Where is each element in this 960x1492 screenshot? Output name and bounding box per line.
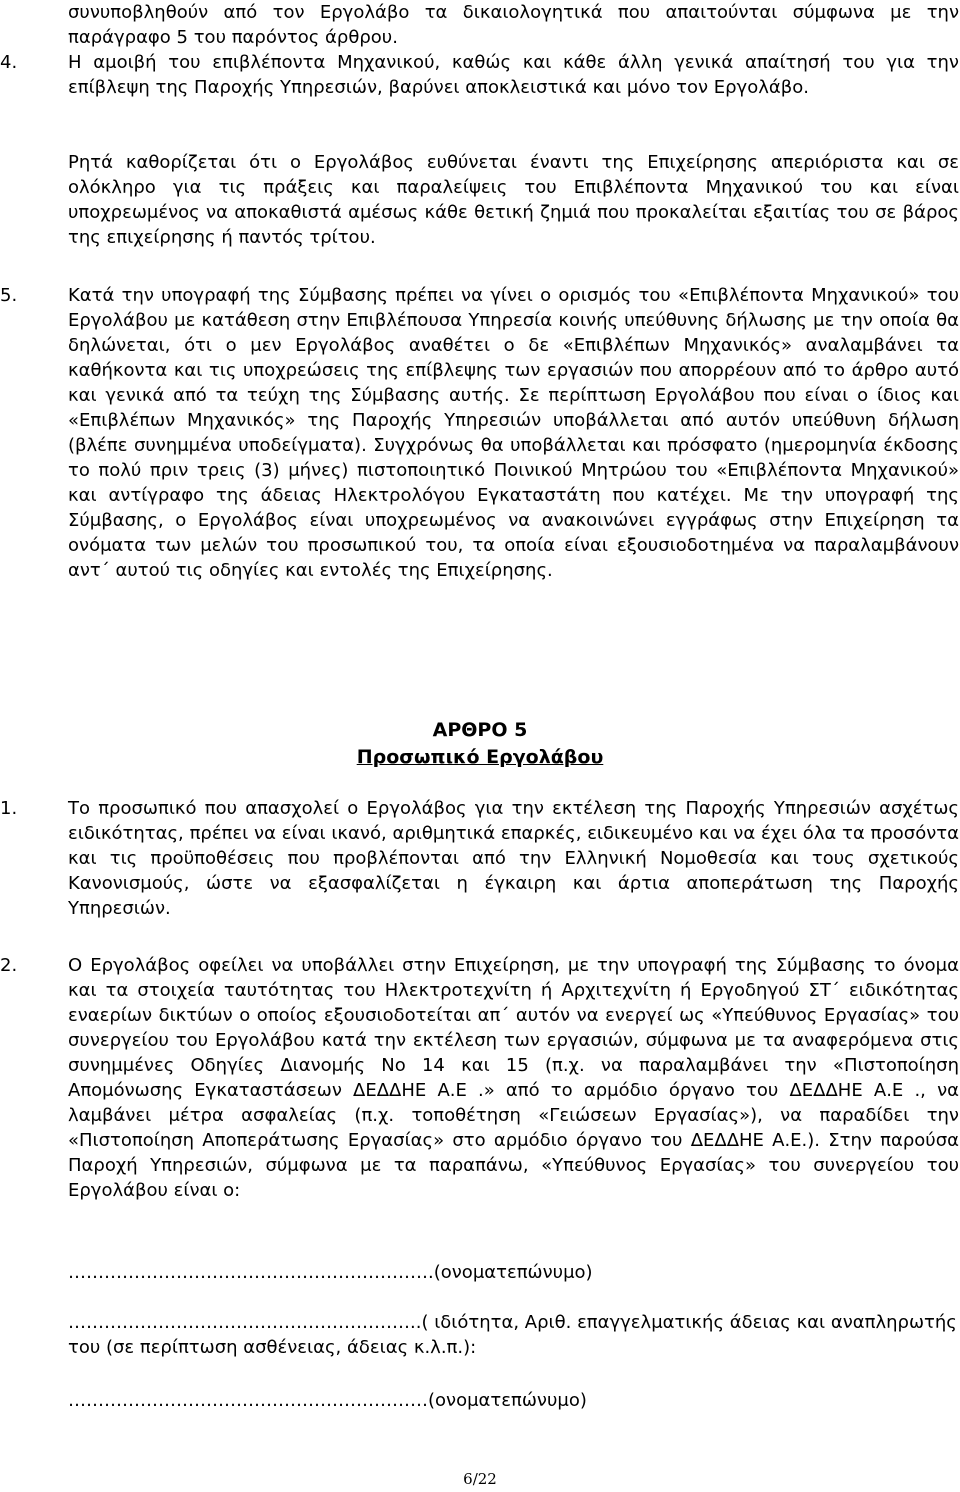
item-4-text-2: Ρητά καθορίζεται ότι ο Εργολάβος ευθύνεται έναντι της Επιχείρησης απεριόριστα και σε ολόκληρο για τις πράξεις και παραλείψεις του Επιβλέποντα Μηχανικού του και είναι υποχρεωμένος να αποκαθιστά αμέσως κάθε θετική ζημιά που προκαλείται εξαιτίας του σε βάρος της επιχείρησης ή παντός τρίτου. xyxy=(68,152,959,248)
article-item-1-text: Το προσωπικό που απασχολεί ο Εργολάβος για την εκτέλεση της Παροχής Υπηρεσιών ασχέτως ειδικότητας, πρέπει να είναι ικανό, αριθμητικά επαρκές, ειδικευμένο και να έχει όλα τα προσόντα και τις προϋποθέσεις που προβλέπονται από την Ελληνική Νομοθεσία και τους σχετικούς Κανονισμούς, ώστε να εξασφαλίζεται η έγκαιρη και άρτια αποπεράτωση της Παροχής Υπηρεσιών. xyxy=(68,798,959,919)
article-item-number-2: 2. xyxy=(0,955,18,976)
item-number-4: 4. xyxy=(0,52,18,73)
item-5-text: Κατά την υπογραφή της Σύμβασης πρέπει να γίνει ο ορισμός του «Επιβλέποντα Μηχανικού» του Εργολάβου με κατάθεση στην Επιβλέπουσα Υπηρεσία κοινής υπεύθυνης δήλωσης με την οποία θα δηλώνεται, ότι ο μεν Εργολάβος αναθέτει ο δε «Επιβλέπων Μηχανικός» αναλαμβάνει τα καθήκοντα και τις υποχρεώσεις της επίβλεψης των εργασιών που απορρέουν από το άρθρο αυτό και γενικά από τα τεύχη της Σύμβασης αυτής. Σε περίπτωση Εργολάβου που είναι ο ίδιος και «Επιβλέπων Μηχανικός» της Παροχής Υπηρεσιών υποβάλλεται από αυτόν υπεύθυνη δήλωση (βλέπε συνημμένα υποδείγματα). Συγχρόνως θα υποβάλλεται και πρόσφατο (ημερομηνία έκδοσης το πολύ πριν τρεις (3) μήνες) πιστοποιητικό Ποινικού Μητρώου του «Επιβλέποντα Μηχανικού» και αντίγραφο της άδειας Ηλεκτρολόγου Εγκαταστάτη που κατέχει. Με την υπογραφή της Σύμβασης, ο Εργολάβος είναι υποχρεωμένος να ανακοινώνει εγγράφως στην Επιχείρηση τα ονόματα των μελών του προσωπικού του, τα οποία είναι εξουσιοδοτημένα να παραλαμβάνουν αντ΄ αυτού τις οδηγίες και εντολές της Επιχείρησης. xyxy=(68,285,959,581)
page-number: 6/22 xyxy=(463,1470,497,1488)
fill-line-name-2: ……………………………………………………(ονοματεπώνυμο) xyxy=(68,1390,587,1411)
item-number-5: 5. xyxy=(0,285,18,306)
paragraph-continuation: συνυποβληθούν από τον Εργολάβο τα δικαιολογητικά που απαιτούνται σύμφωνα με την παράγραφο 5 του παρόντος άρθρου. xyxy=(68,2,959,48)
article-title: ΑΡΘΡΟ 5 xyxy=(432,719,528,741)
item-4-text: Η αμοιβή του επιβλέποντα Μηχανικού, καθώς και κάθε άλλη γενικά απαίτησή του για την επίβλεψη της Παροχής Υπηρεσιών, βαρύνει αποκλειστικά και μόνο τον Εργολάβο. xyxy=(68,52,959,98)
fill-line-details: …………………………………………………..( ιδιότητα, Αριθ. επαγγελματικής άδειας και αναπληρωτής του (σε περίπτωση ασθένειας, άδειας κ.λ.π.): xyxy=(68,1312,957,1358)
article-item-2-text: Ο Εργολάβος οφείλει να υποβάλλει στην Επιχείρηση, με την υπογραφή της Σύμβασης το όνομα και τα στοιχεία ταυτότητας του Ηλεκτροτεχνίτη ή Αρχιτεχνίτη ή Εργοδηγού ΣΤ΄ ειδικότητας εναερίων δικτύων ο οποίος εξουσιοδοτείται απ΄ αυτόν να ενεργεί ως «Υπεύθυνος Εργασίας» του συνεργείου του Εργολάβου κατά την εκτέλεση των εργασιών, σύμφωνα με τα αναφερόμενα στις συνημμένες Οδηγίες Διανομής Νο 14 και 15 (π.χ. να παραλαμβάνει την «Πιστοποίηση Απομόνωσης Εγκαταστάσεων ΔΕΔΔΗΕ Α.Ε .» από το αρμόδιο όργανο του ΔΕΔΔΗΕ Α.Ε ., να λαμβάνει μέτρα ασφαλείας (π.χ. τοποθέτηση «Γειώσεων Εργασίας»), να παραδίδει την «Πιστοποίηση Αποπεράτωσης Εργασίας» στο αρμόδιο όργανο του ΔΕΔΔΗΕ Α.Ε.). Στην παρούσα Παροχή Υπηρεσιών, σύμφωνα με τα παραπάνω, «Υπεύθυνος Εργασίας» του συνεργείου του Εργολάβου είναι ο: xyxy=(68,955,959,1201)
article-subtitle: Προσωπικό Εργολάβου xyxy=(356,746,604,768)
article-item-number-1: 1. xyxy=(0,798,18,819)
fill-line-name: …………………………………………………….(ονοματεπώνυμο) xyxy=(68,1262,593,1283)
